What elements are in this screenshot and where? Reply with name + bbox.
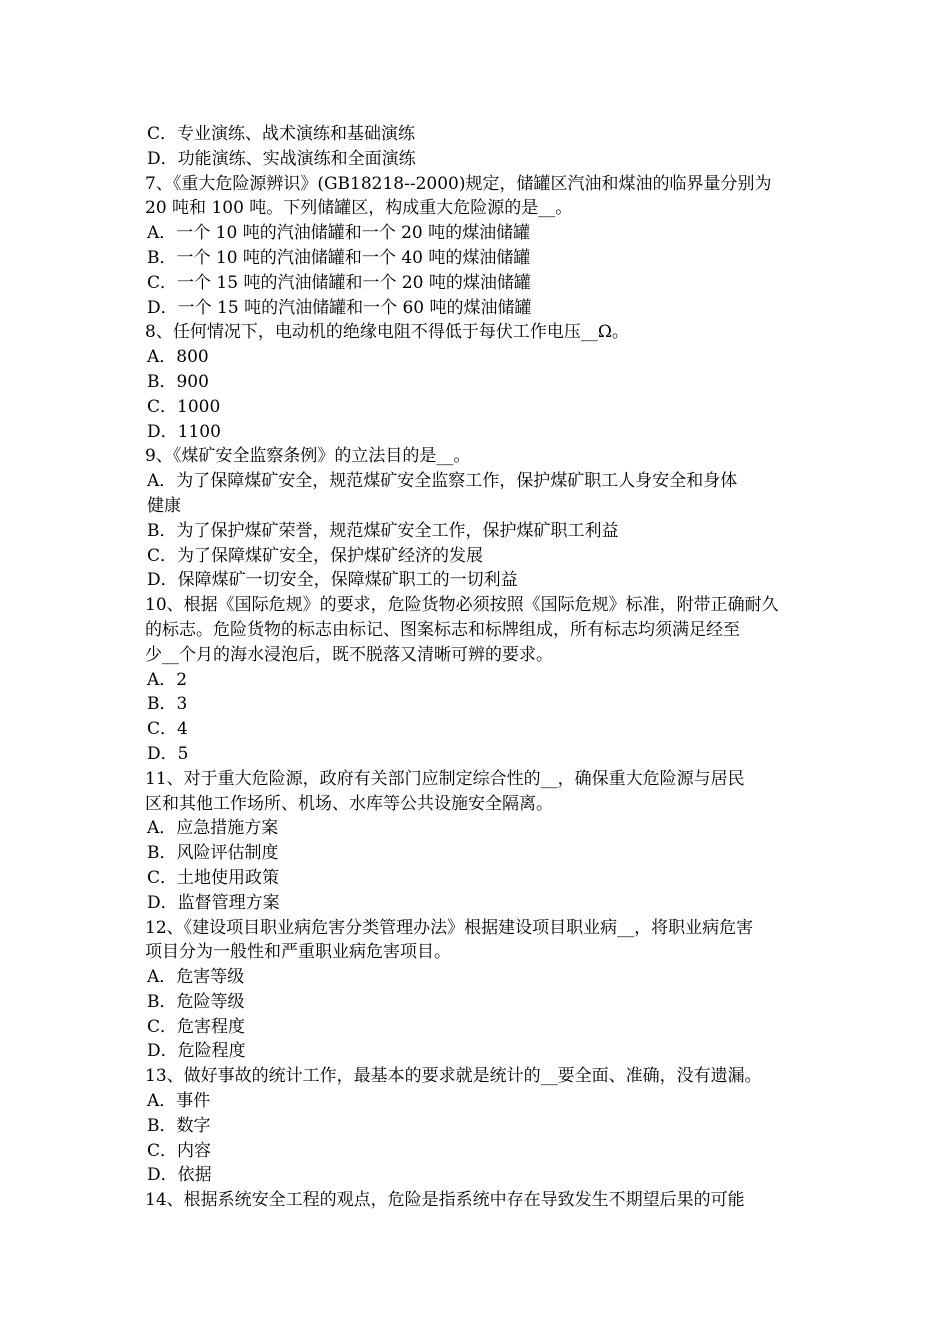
answer-option-line: C．一个 15 吨的汽油储罐和一个 20 吨的煤油储罐	[147, 272, 531, 293]
answer-option-line: A．事件	[147, 1091, 211, 1112]
answer-option-line: D．保障煤矿一切安全，保障煤矿职工的一切利益	[147, 570, 518, 591]
question-text-line: 区和其他工作场所、机场、水库等公共设施安全隔离。	[145, 793, 553, 814]
question-text-line: 20 吨和 100 吨。下列储罐区，构成重大危险源的是__。	[145, 198, 573, 219]
answer-option-line: B．一个 10 吨的汽油储罐和一个 40 吨的煤油储罐	[147, 247, 531, 268]
answer-option-line: C．内容	[147, 1140, 212, 1161]
answer-option-line: A．为了保障煤矿安全，规范煤矿安全监察工作，保护煤矿职工人身安全和身体	[147, 471, 738, 492]
answer-option-line: A．2	[147, 669, 188, 690]
question-text-line: 13、做好事故的统计工作，最基本的要求就是统计的__要全面、准确，没有遗漏。	[145, 1066, 762, 1087]
answer-option-line: B．3	[147, 694, 188, 715]
answer-option-line: D．监督管理方案	[147, 892, 280, 913]
document-body	[145, 122, 810, 1213]
answer-option-line: A．一个 10 吨的汽油储罐和一个 20 吨的煤油储罐	[147, 223, 531, 244]
question-text-line: 的标志。危险货物的标志由标记、图案标志和标牌组成，所有标志均须满足经至	[145, 619, 740, 640]
answer-option-line: B．为了保护煤矿荣誉，规范煤矿安全工作，保护煤矿职工利益	[147, 520, 619, 541]
answer-option-line: C．危害程度	[147, 1016, 246, 1037]
answer-option-line: C．为了保障煤矿安全，保护煤矿经济的发展	[147, 545, 484, 566]
answer-option-line: D．依据	[147, 1165, 212, 1186]
answer-option-line: A．危害等级	[147, 967, 245, 988]
answer-option-line: C．专业演练、战术演练和基础演练	[147, 124, 416, 144]
question-text-line: 少__个月的海水浸泡后，既不脱落又清晰可辨的要求。	[145, 644, 553, 665]
answer-option-line: C．土地使用政策	[147, 867, 280, 888]
question-text-line: 7、《重大危险源辨识》(GB18218--2000)规定，储罐区汽油和煤油的临界量分别为	[145, 173, 772, 194]
question-text-line: 14、根据系统安全工程的观点，危险是指系统中存在导致发生不期望后果的可能	[145, 1190, 745, 1211]
question-text-line: 项目分为一般性和严重职业病危害项目。	[145, 942, 451, 963]
question-text-line: 12、《建设项目职业病危害分类管理办法》根据建设项目职业病__，将职业病危害	[145, 917, 754, 938]
answer-option-line: D．危险程度	[147, 1041, 246, 1062]
answer-option-line: D．1100	[147, 421, 221, 442]
question-text-line: 9、《煤矿安全监察条例》的立法目的是__。	[145, 446, 471, 467]
answer-option-line: C．1000	[147, 396, 221, 417]
answer-option-line: 健康	[147, 495, 181, 516]
answer-option-line: A．应急措施方案	[147, 818, 279, 839]
answer-option-line: B．900	[147, 371, 209, 392]
answer-option-line: B．风险评估制度	[147, 843, 279, 864]
answer-option-line: B．数字	[147, 1115, 211, 1136]
answer-option-line: D．一个 15 吨的汽油储罐和一个 60 吨的煤油储罐	[147, 297, 532, 318]
answer-option-line: B．危险等级	[147, 991, 245, 1012]
question-text-line: 8、任何情况下，电动机的绝缘电阻不得低于每伏工作电压__Ω。	[145, 322, 629, 343]
question-text-line: 11、对于重大危险源，政府有关部门应制定综合性的__，确保重大危险源与居民	[145, 768, 745, 789]
answer-option-line: D．功能演练、实战演练和全面演练	[147, 148, 416, 169]
question-text-line: 10、根据《国际危规》的要求，危险货物必须按照《国际危规》标准，附带正确耐久	[145, 595, 779, 616]
answer-option-line: D．5	[147, 743, 189, 764]
answer-option-line: C．4	[147, 719, 188, 740]
answer-option-line: A．800	[147, 347, 209, 368]
